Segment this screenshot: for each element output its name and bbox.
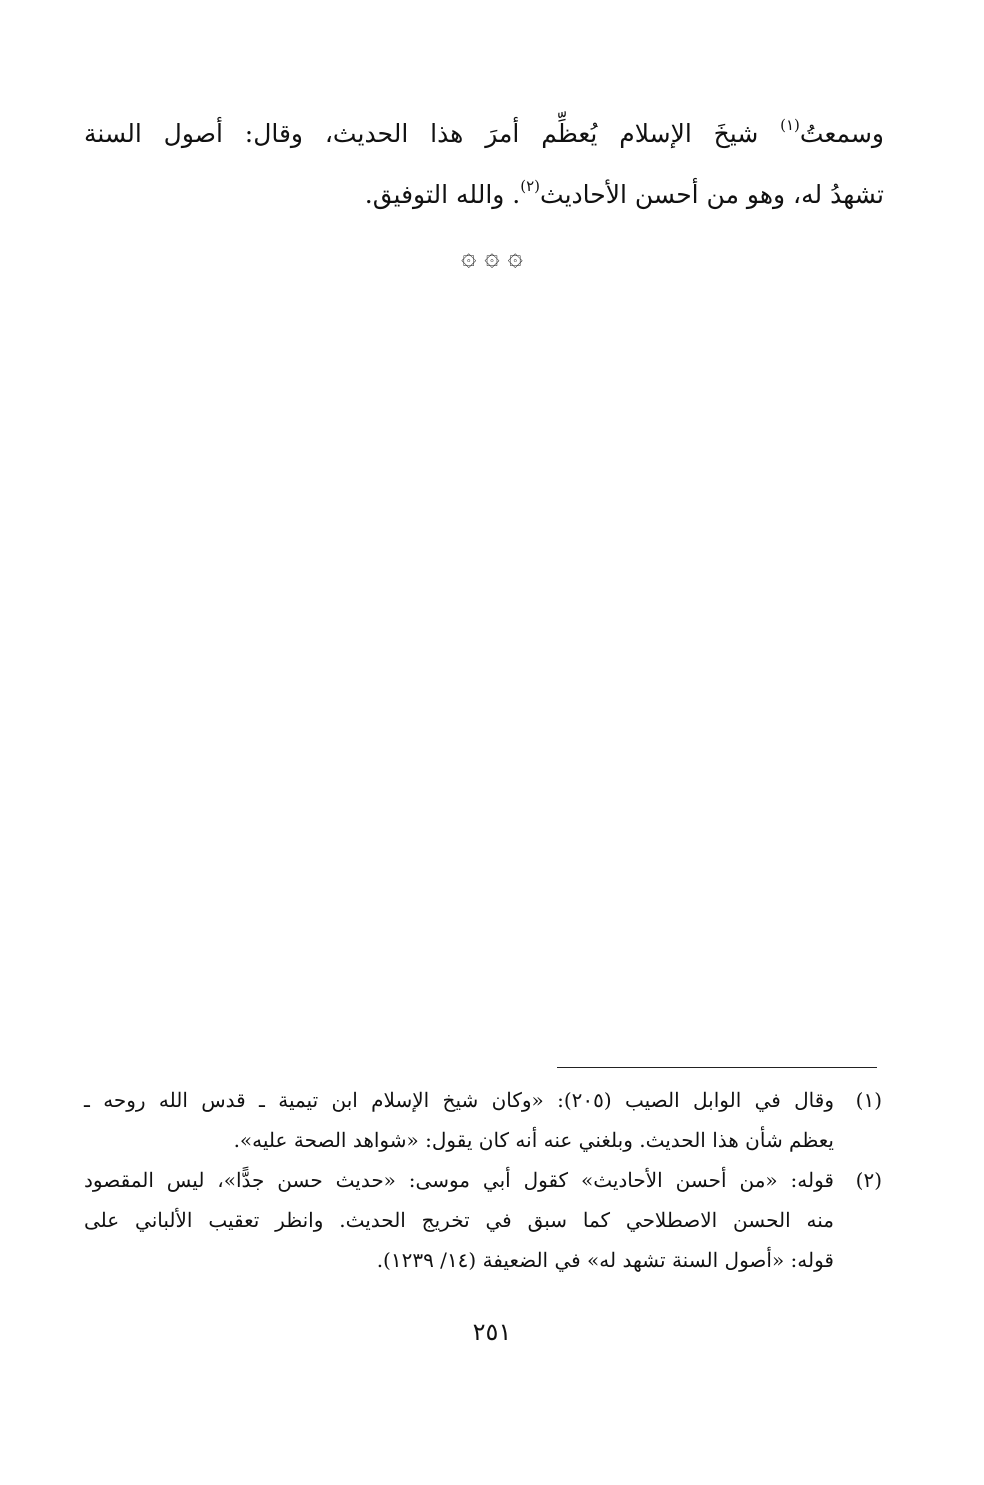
footnote-number: (٢) (855, 1168, 882, 1192)
ornament-icon: ۞ (484, 242, 500, 272)
ornament-icon: ۞ (507, 242, 523, 272)
main-paragraph (84, 103, 884, 225)
main-text-segment: تشهدُ له، وهو من أحسن الأحاديث (540, 180, 884, 209)
footnote-reference-2[interactable]: (٢) (520, 177, 541, 195)
section-divider-ornaments (0, 242, 984, 272)
main-paragraph-line-1 (84, 103, 884, 164)
main-text-segment: شيخَ الإسلام يُعظِّم أمرَ هذا الحديث، وقال: أصول السنة (84, 119, 781, 148)
footnote-line: وقال في الوابل الصيب (٢٠٥): «وكان شيخ الإسلام ابن تيمية ـ قدس الله روحه ـ (84, 1088, 834, 1112)
footnote-2 (84, 1160, 882, 1280)
footnote-separator (557, 1067, 877, 1068)
footnote-line: قوله: «أصول السنة تشهد له» في الضعيفة (١٤/ ١٢٣٩). (376, 1248, 834, 1272)
footnotes (84, 1080, 882, 1280)
ornament-icon: ۞ (461, 242, 477, 272)
footnote-reference-1[interactable]: (١) (780, 116, 800, 134)
page-number: ٢٥١ (472, 1318, 512, 1346)
main-text-segment: وسمعتُ (799, 119, 884, 148)
footnote-1 (84, 1080, 882, 1160)
main-paragraph-line-2 (84, 164, 884, 225)
footnote-line: منه الحسن الاصطلاحي كما سبق في تخريج الحديث. وانظر تعقيب الألباني على (84, 1208, 834, 1232)
footnote-number: (١) (855, 1088, 882, 1112)
main-text-segment: . والله التوفيق. (364, 180, 521, 209)
footnote-line: قوله: «من أحسن الأحاديث» كقول أبي موسى: «حديث حسن جدًّا»، ليس المقصود (84, 1168, 834, 1192)
footnote-line: يعظم شأن هذا الحديث. وبلغني عنه أنه كان يقول: «شواهد الصحة عليه». (233, 1128, 834, 1152)
